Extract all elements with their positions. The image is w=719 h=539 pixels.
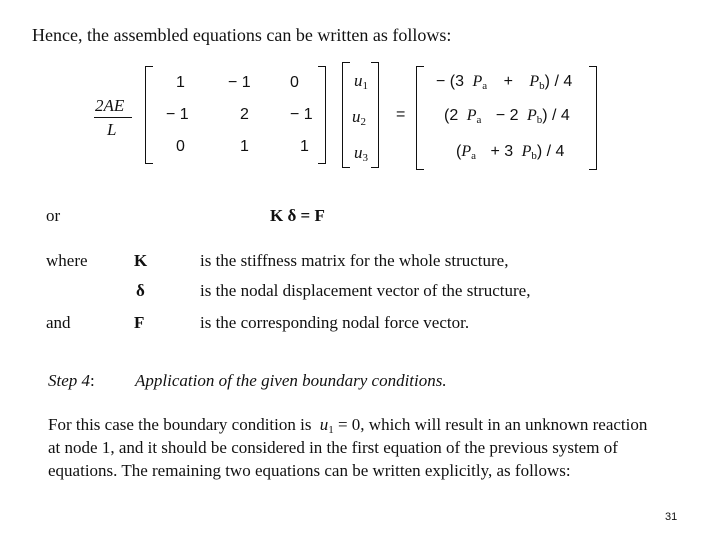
def-text: is the nodal displacement vector of the structure, (200, 281, 531, 300)
vector-f-left-bracket (416, 66, 424, 170)
step-title: Application of the given boundary conditions. (135, 371, 447, 390)
or-label: or (46, 206, 61, 225)
matrix-cell: 1 (176, 74, 185, 91)
para-line-3: equations. The remaining two equations can be written explicitly, as follows: (48, 461, 571, 480)
matrix-cell: − 1 (166, 106, 189, 123)
matrix-cell: 0 (176, 138, 185, 155)
matrix-cell: 1 (300, 138, 309, 155)
matrix-cell: 0 (290, 74, 299, 91)
rhs-row-3: ($P_a + 3$ $P_b) / 4$ (456, 143, 565, 162)
matrix-right-bracket (318, 66, 326, 164)
matrix-cell: − 1 (228, 74, 251, 91)
def-symbol: K (134, 251, 148, 270)
vector-f-right-bracket (589, 66, 597, 170)
matrix-cell: 1 (240, 138, 249, 155)
rhs-row-1: − (3 $P_a + P_b) / 4$ (436, 73, 573, 92)
vector-u-right-bracket (371, 62, 379, 168)
matrix-cell: 2 (240, 106, 249, 123)
matrix-left-bracket (145, 66, 153, 164)
def-symbol: δ (136, 281, 145, 300)
def-lead: and (46, 313, 71, 332)
def-lead: where (46, 251, 88, 270)
u-entry: $u_2$ (352, 107, 366, 128)
matrix-equation: K δ = F (270, 206, 325, 225)
u-entry: $u_3$ (354, 143, 368, 164)
intro-text: Hence, the assembled equations can be written as follows: (32, 25, 452, 45)
vector-u-left-bracket (342, 62, 350, 168)
factor-numerator: 2AE (95, 96, 125, 115)
def-symbol: F (134, 313, 145, 332)
factor-denominator: L (107, 120, 117, 139)
para-line-1: For this case the boundary condition is $u_1 = 0$, which will result in an unknown reaction (48, 415, 648, 436)
fraction-bar (94, 117, 132, 118)
page-number: 31 (665, 511, 678, 523)
u-entry: $u_1$ (354, 71, 368, 92)
matrix-cell: − 1 (290, 106, 313, 123)
rhs-row-2: (2 $P_a - 2$ $P_b) / 4$ (444, 107, 570, 126)
para-line-2: at node 1, and it should be considered in the first equation of the previous system of (48, 438, 618, 457)
step-label: Step 4: (48, 371, 95, 390)
equals-sign: = (396, 106, 406, 123)
def-text: is the stiffness matrix for the whole structure, (200, 251, 509, 270)
def-text: is the corresponding nodal force vector. (200, 313, 470, 332)
